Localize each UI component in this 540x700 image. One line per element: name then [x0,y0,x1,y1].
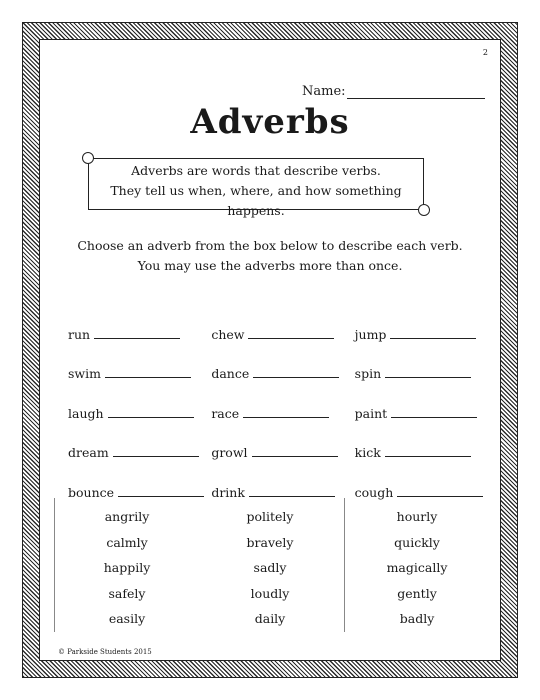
scroll-curl-icon [82,152,94,164]
verb-label: run [68,326,91,342]
answer-blank[interactable] [397,488,483,497]
instruction-line-1: Choose an adverb from the box below to describe each verb. [77,238,463,253]
adverb-word: calmly [106,534,148,550]
adverb-word: gently [397,585,437,601]
scroll-curl-icon [418,204,430,216]
verb-label: dance [211,366,250,381]
verb-row [68,381,498,421]
verb-label: kick [354,445,381,460]
adverb-word: magically [386,560,448,575]
answer-blank[interactable] [391,409,477,418]
adverb-word: quickly [394,534,440,550]
answer-blank[interactable] [113,448,199,457]
worksheet-title: Adverbs [190,102,350,142]
verb-label: jump [354,326,387,342]
adverb-word: angrily [104,509,150,524]
answer-blank[interactable] [252,448,338,457]
answer-blank[interactable] [253,369,339,378]
answer-blank[interactable] [118,488,204,497]
name-label: Name: [302,84,346,99]
adverb-column [344,498,489,632]
verb-grid [68,302,498,500]
adverb-word: badly [399,611,435,626]
adverb-word: hourly [396,509,438,524]
name-field[interactable] [347,85,485,99]
verb-row [68,302,498,342]
page-number: 2 [482,48,488,57]
definition-line-2: They tell us when, where, and how something happens. [110,183,402,218]
name-row [302,84,485,99]
answer-blank[interactable] [105,369,191,378]
adverb-word: sadly [253,560,287,575]
adverb-word-box [54,498,488,632]
decorative-border [22,22,518,678]
verb-row [68,421,498,461]
copyright-notice: © Parkside Students 2015 [58,648,152,656]
verb-label: cough [354,484,394,500]
adverb-word: easily [108,611,146,626]
verb-label: swim [68,366,101,381]
verb-label: bounce [68,484,115,500]
answer-blank[interactable] [243,409,329,418]
verb-row [68,342,498,382]
verb-label: race [211,405,240,421]
verb-label: laugh [68,405,104,421]
verb-label: growl [211,445,248,460]
answer-blank[interactable] [385,369,471,378]
verb-label: spin [354,366,382,381]
verb-row [68,460,498,500]
definition-line-1: Adverbs are words that describe verbs. [131,163,381,178]
worksheet-page [39,39,501,661]
instruction-line-2: You may use the adverbs more than once. [137,258,403,273]
adverb-word: happily [103,560,151,575]
verb-label: paint [354,405,388,421]
adverb-column [198,498,342,632]
answer-blank[interactable] [385,448,471,457]
verb-label: drink [211,484,245,500]
answer-blank[interactable] [248,330,334,339]
adverb-word: bravely [246,534,294,550]
adverb-word: safely [108,585,146,601]
answer-blank[interactable] [108,409,194,418]
verb-label: dream [68,445,109,460]
instructions [40,236,500,276]
adverb-word: loudly [250,585,290,601]
adverb-word: daily [254,611,286,626]
adverb-column [54,498,199,632]
definition-scroll [88,158,424,218]
verb-label: chew [211,326,245,342]
answer-blank[interactable] [249,488,335,497]
answer-blank[interactable] [94,330,180,339]
answer-blank[interactable] [390,330,476,339]
adverb-word: politely [246,509,294,524]
